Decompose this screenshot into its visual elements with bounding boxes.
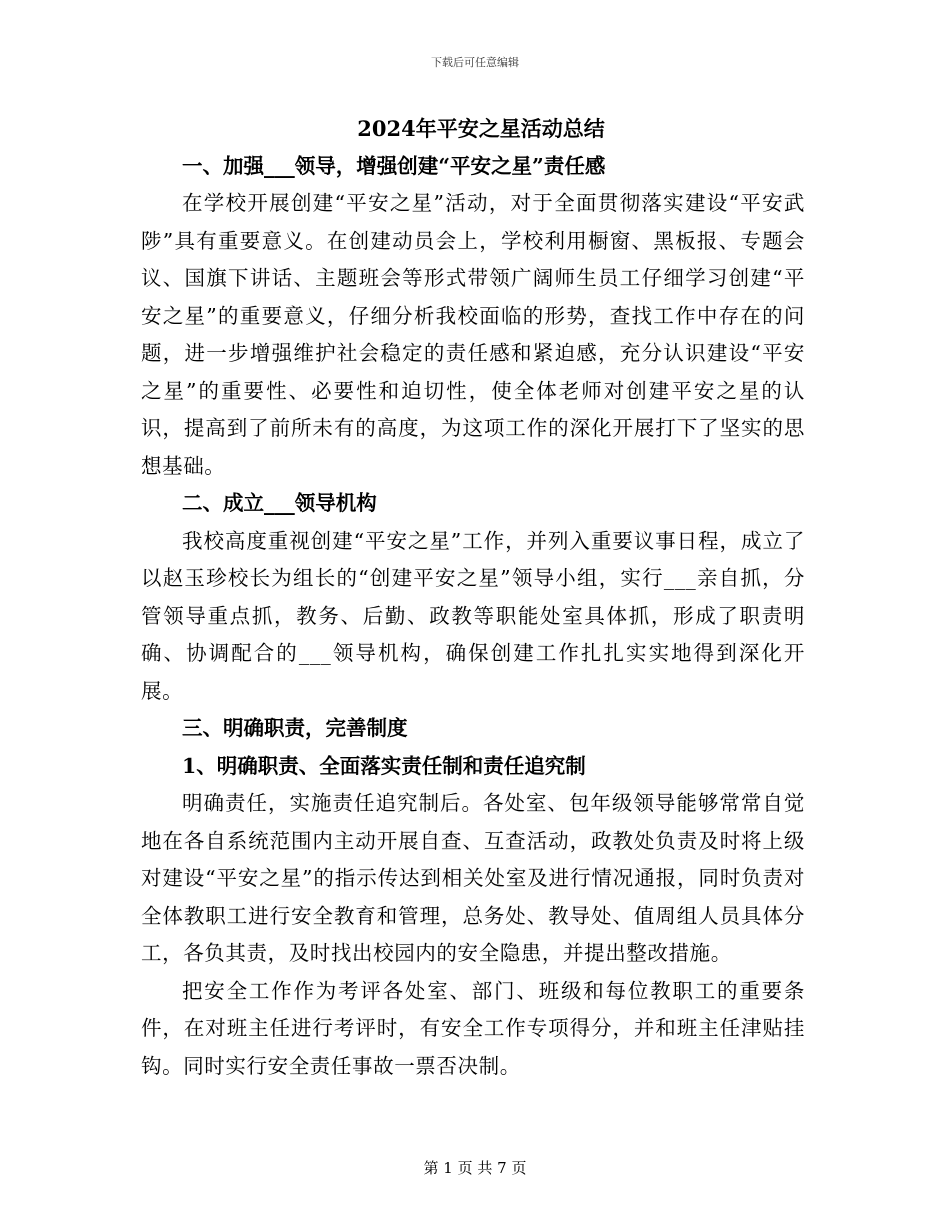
section-heading-3: 三、明确职责，完善制度 <box>182 716 408 740</box>
paragraph-4: 把安全工作作为考评各处室、部门、班级和每位教职工的重要条件，在对班主任进行考评时，有安全工作专项得分，并和班主任津贴挂钩。同时实行安全责任事故一票否决制。 <box>141 978 805 1078</box>
document-body <box>141 110 805 1085</box>
subsection-heading-3-1: 1、明确职责、全面落实责任制和责任追究制 <box>182 753 586 778</box>
page-footer: 第 1 页 共 7 页 <box>423 1159 527 1177</box>
document-title: 2024年平安之星活动总结 <box>357 116 605 141</box>
paragraph-3: 明确责任，实施责任追究制后。各处室、包年级领导能够常常自觉地在各自系统范围内主动开展自查、互查活动，政教处负责及时将上级对建设“平安之星”的指示传达到相关处室及进行情况通报，同时负责对全体教职工进行安全教育和管理，总务处、教导处、值周组人员具体分工，各负其责，及时找出校园内的安全隐患，并提出整改措施。 <box>141 791 805 965</box>
section-heading-2: 二、成立___领导机构 <box>182 491 377 515</box>
page-header: 下载后可任意编辑 <box>431 56 519 69</box>
paragraph-1: 在学校开展创建“平安之星”活动，对于全面贯彻落实建设“平安武陟”具有重要意义。在创建动员会上，学校利用橱窗、黑板报、专题会议、国旗下讲话、主题班会等形式带领广阔师生员工仔细学习创建“平安之星”的重要意义，仔细分析我校面临的形势，查找工作中存在的问题，进一步增强维护社会稳定的责任感和紧迫感，充分认识建设“平安之星”的重要性、必要性和迫切性，使全体老师对创建平安之星的认识，提高到了前所未有的高度，为这项工作的深化开展打下了坚实的思想基础。 <box>141 191 805 478</box>
paragraph-2: 我校高度重视创建“平安之星”工作，并列入重要议事日程，成立了以赵玉珍校长为组长的“创建平安之星”领导小组，实行___亲自抓，分管领导重点抓，教务、后勤、政教等职能处室具体抓，形成了职责明确、协调配合的___领导机构，确保创建工作扎扎实实地得到深化开展。 <box>141 528 805 703</box>
section-heading-1: 一、加强___领导，增强创建“平安之星”责任感 <box>182 153 606 178</box>
